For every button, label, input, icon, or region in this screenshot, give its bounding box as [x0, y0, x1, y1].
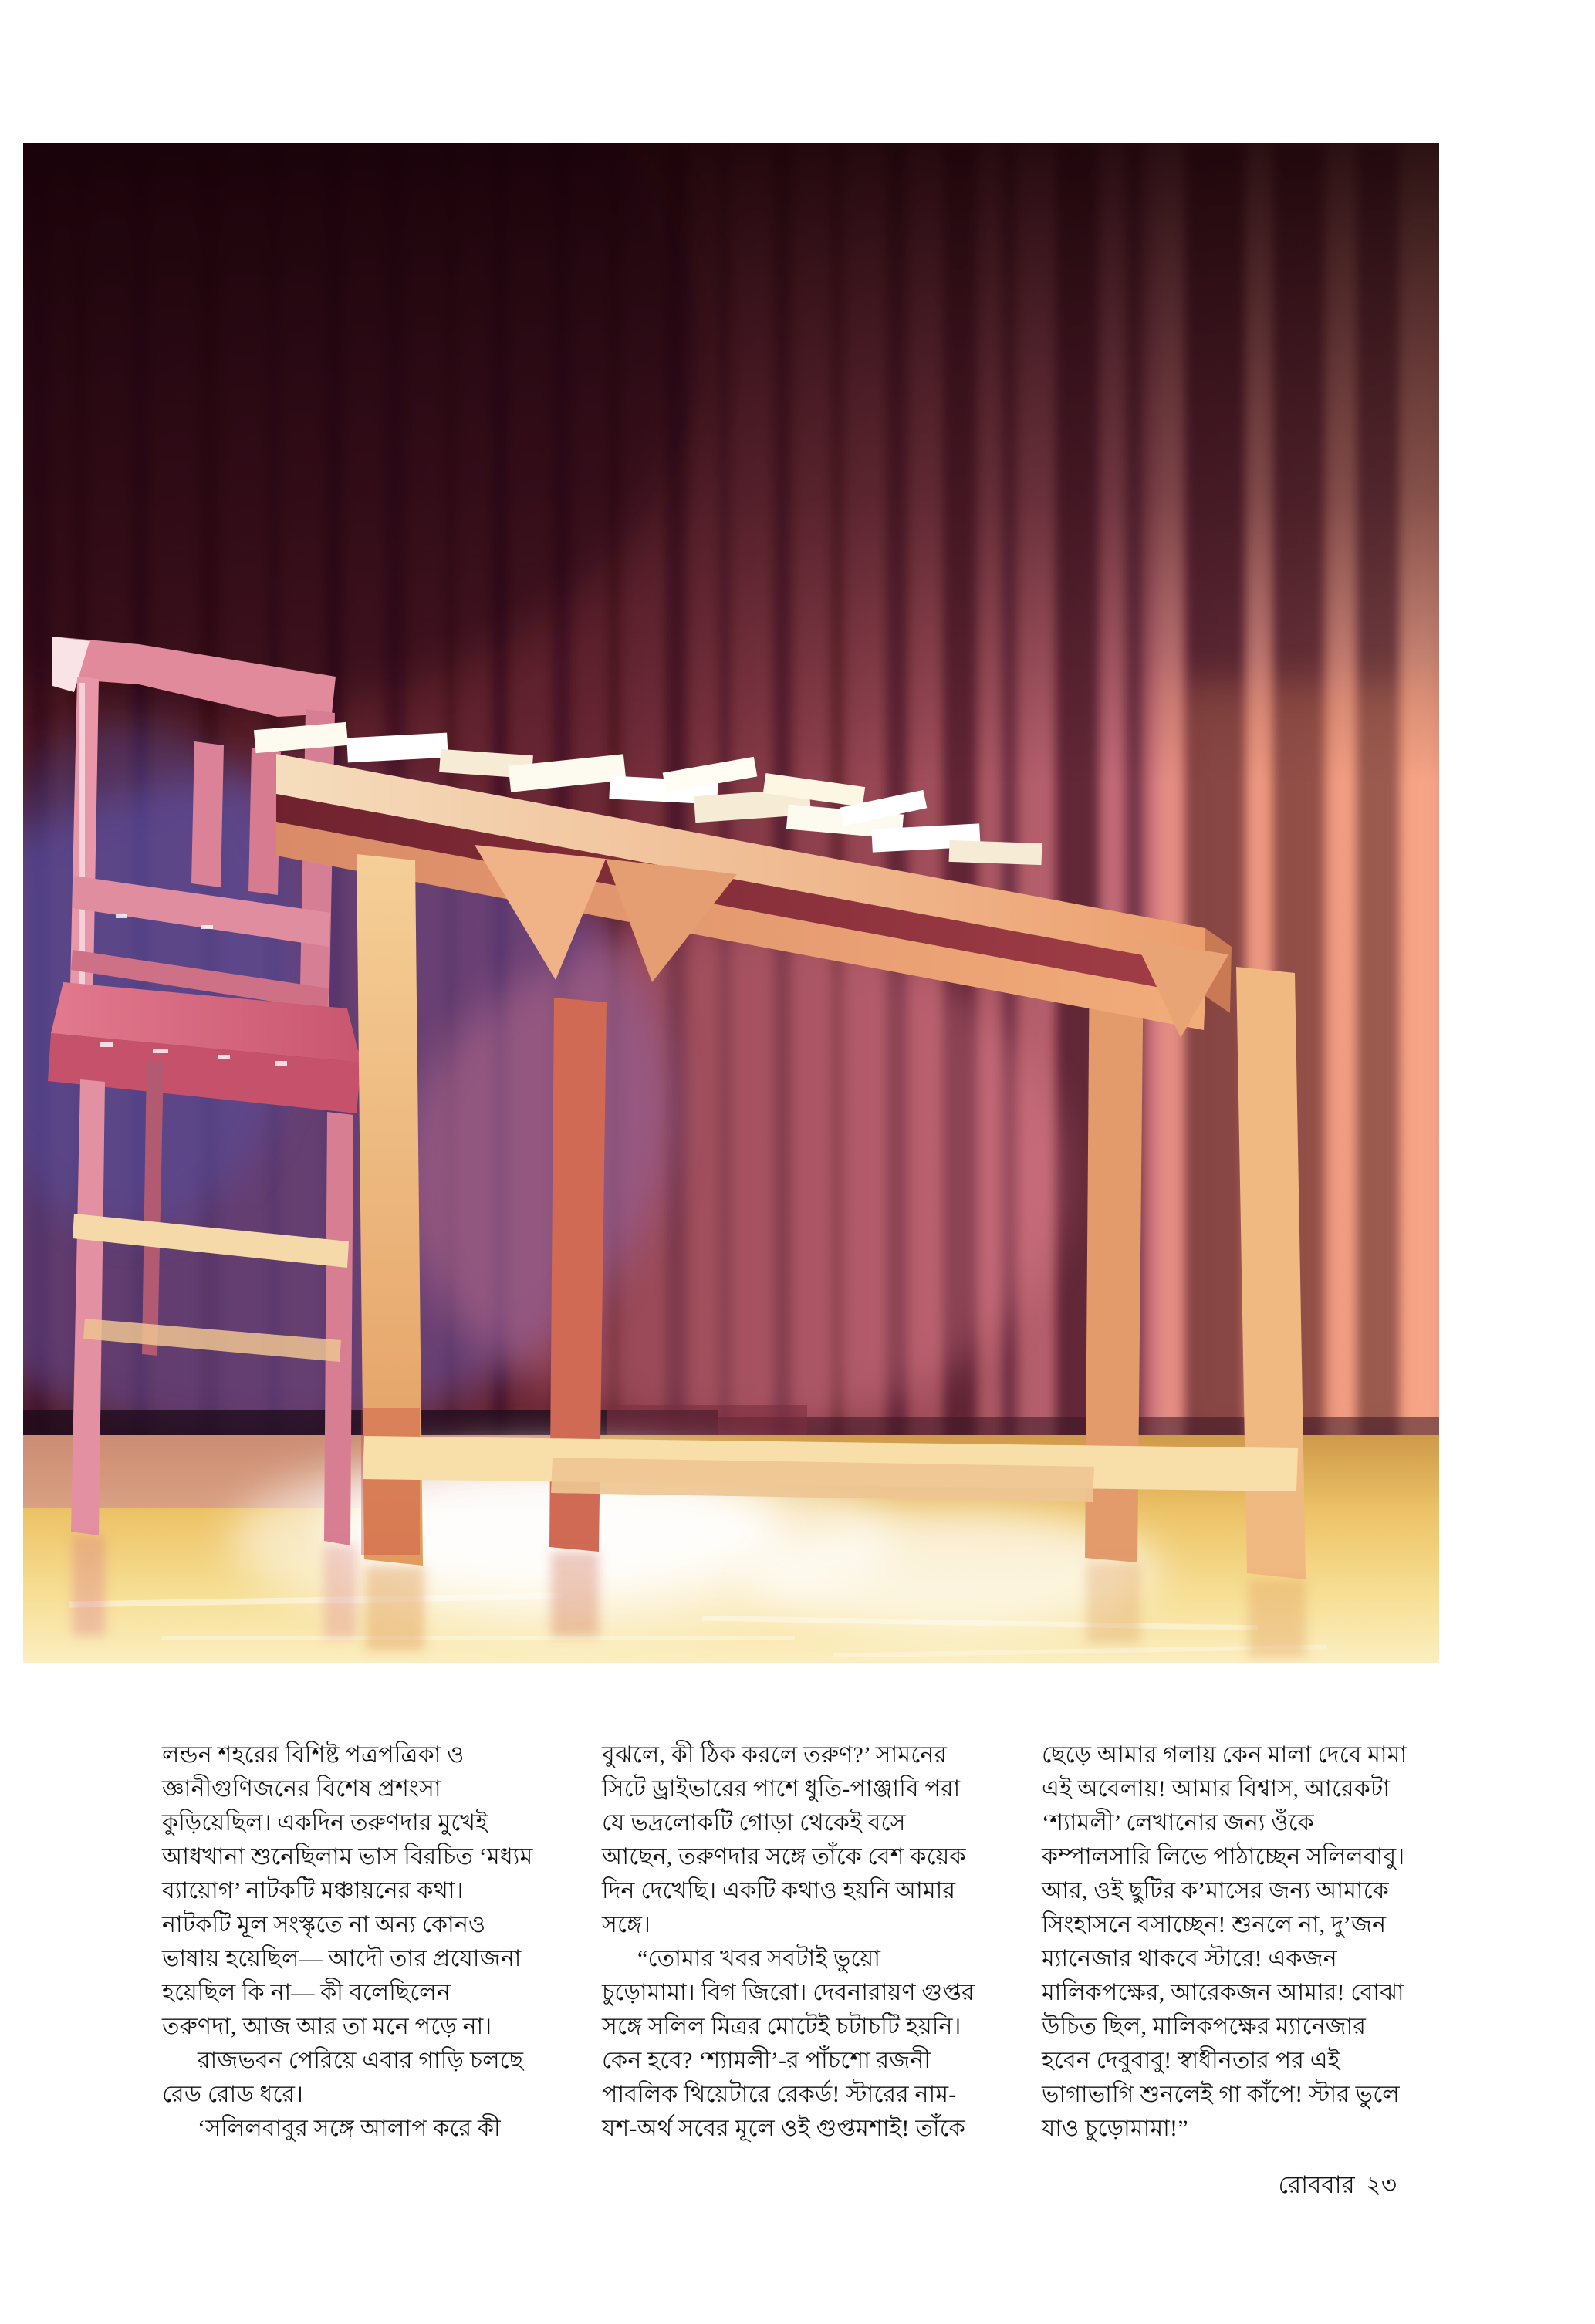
text-line: উচিত ছিল, মালিকপক্ষের ম্যানেজার [1042, 2014, 1367, 2039]
chair-back-slat [248, 748, 281, 895]
text-line: তরুণদা, আজ আর তা মনে পড়ে না। [162, 2014, 492, 2039]
text-column-2 [602, 1738, 999, 2146]
text-line: ভাষায় হয়েছিল— আদৌ তার প্রযোজনা [162, 1946, 522, 1971]
text-line: ‘সলিলবাবুর সঙ্গে আলাপ করে কী [198, 2116, 501, 2141]
text-line: ‘শ্যামলী’ লেখানোর জন্য ওঁকে [1042, 1810, 1314, 1836]
text-line: কেন হবে? ‘শ্যামলী’-র পাঁচশো রজনী [602, 2048, 931, 2073]
text-line: আছেন, তরুণদার সঙ্গে তাঁকে বেশ কয়েক [602, 1844, 966, 1870]
text-line: আর, ওই ছুটির ক’মাসের জন্য আমাকে [1042, 1878, 1389, 1903]
text-line: সিটে ড্রাইভারের পাশে ধুতি-পাঞ্জাবি পরা [602, 1776, 961, 1802]
text-line: হয়েছিল কি না— কী বলেছিলেন [162, 1980, 451, 2005]
text-line: ছেড়ে আমার গলায় কেন মালা দেবে মামা [1042, 1742, 1407, 1768]
text-line: ভাগাভাগি শুনলেই গা কাঁপে! স্টার ভুলে [1042, 2082, 1400, 2107]
text-line: জ্ঞানীগুণিজনের বিশেষ প্রশংসা [162, 1776, 441, 1802]
text-line: পাবলিক থিয়েটারে রেকর্ড! স্টারের নাম- [602, 2082, 957, 2107]
pink-glow [401, 922, 1065, 1431]
text-line: চুড়োমামা। বিগ জিরো। দেবনারায়ণ গুপ্তর [602, 1980, 975, 2005]
chair-leg-front-right [324, 1112, 353, 1545]
text-line: লন্ডন শহরের বিশিষ্ট পত্রপত্রিকা ও [162, 1742, 465, 1768]
text-line: যাও চুড়োমামা!” [1042, 2116, 1188, 2141]
text-line: কম্পালসারি লিভে পাঠাচ্ছেন সলিলবাবু। [1042, 1844, 1405, 1870]
text-line: নাটকটি মূল সংস্কৃতে না অন্য কোনও [162, 1912, 486, 1937]
text-line: বুঝলে, কী ঠিক করলে তরুণ?’ সামনের [602, 1742, 948, 1768]
text-line: সঙ্গে সলিল মিত্রর মোটেই চটাচটি হয়নি। [602, 2014, 961, 2039]
text-line: সঙ্গে। [602, 1912, 651, 1937]
text-line: কুড়িয়েছিল। একদিন তরুণদার মুখেই [162, 1810, 488, 1836]
stage-photo [23, 143, 1439, 1663]
page-number: ২৩ [1365, 2171, 1397, 2198]
warm-right-glow [1165, 683, 1439, 1447]
text-line: ম্যানেজার থাকবে স্টারে! একজন [1042, 1946, 1337, 1971]
text-line: হবেন দেবুবাবু! স্বাধীনতার পর এই [1042, 2048, 1340, 2073]
text-line: এই অবেলায়! আমার বিশ্বাস, আরেকটা [1042, 1776, 1391, 1802]
chair-back-post-right [299, 709, 335, 1030]
text-line: “তোমার খবর সবটাই ভুয়ো [637, 1946, 881, 1971]
text-column-1 [162, 1738, 559, 2146]
text-line: আধখানা শুনেছিলাম ভাস বিরচিত ‘মধ্যম [162, 1844, 533, 1870]
text-line: রাজভবন পেরিয়ে এবার গাড়ি চলছে [198, 2048, 524, 2073]
stage-photo-art [23, 143, 1439, 1663]
text-line: ব্যায়োগ’ নাটকটি মঞ্চায়নের কথা। [162, 1878, 464, 1903]
text-line: যে ভদ্রলোকটি গোড়া থেকেই বসে [602, 1810, 906, 1836]
chair-back-slat [191, 741, 224, 887]
text-column-3 [1042, 1738, 1447, 2146]
text-line: যশ-অর্থ সবের মূলে ওই গুপ্তমশাই! তাঁকে [602, 2116, 965, 2141]
text-line: মালিকপক্ষের, আরেকজন আমার! বোঝা [1042, 1980, 1404, 2005]
text-line: দিন দেখেছি। একটি কথাও হয়নি আমার [602, 1878, 956, 1903]
page-footer [1042, 2170, 1397, 2201]
text-line: সিংহাসনে বসাচ্ছেন! শুনলে না, দু’জন [1042, 1912, 1387, 1937]
magazine-name: রোববার [1278, 2171, 1355, 2198]
text-line: রেড রোড ধরে। [162, 2082, 304, 2107]
